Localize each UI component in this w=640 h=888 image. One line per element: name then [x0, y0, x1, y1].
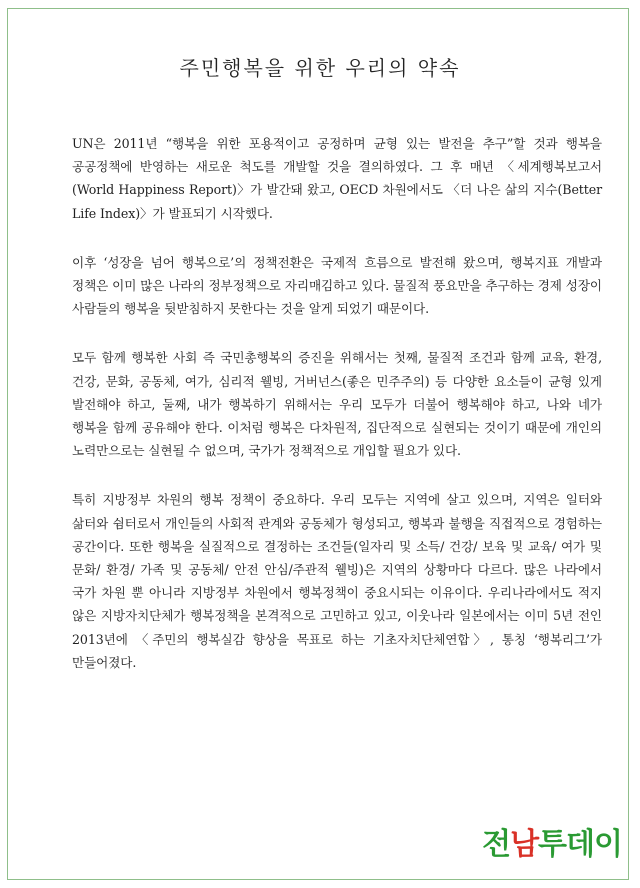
logo-part-1: 전	[482, 827, 511, 862]
paragraph-1: UN은 2011년 “행복을 위한 포용적이고 공정하며 균형 있는 발전을 추구”할 것과 행복을 공공정책에 반영하는 새로운 척도를 개발할 것을 결의하였다. 그 후 매년 〈세계행복보고서(World Happiness Report)〉가 발간돼 왔고, OECD 차원에서도 〈더 나은 삶의 지수(Better Life Index)〉가 발표되기 시작했다.	[72, 136, 602, 221]
document-title: 주민행복을 위한 우리의 약속	[179, 56, 461, 80]
logo-part-3: 투데이	[538, 827, 622, 862]
watermark-logo	[482, 827, 622, 862]
document-body	[72, 132, 602, 700]
paragraph-2: 이후 ‘성장을 넘어 행복으로’의 정책전환은 국제적 흐름으로 발전해 왔으며, 행복지표 개발과 정책은 이미 많은 나라의 정부정책으로 자리매김하고 있다. 물질적 풍요만을 추구하는 경제 성장이 사람들의 행복을 뒷받침하지 못한다는 것을 알게 되었기 때문이다.	[72, 254, 602, 317]
paragraph-3: 모두 함께 행복한 사회 즉 국민총행복의 증진을 위해서는 첫째, 물질적 조건과 함께 교육, 환경, 건강, 문화, 공동체, 여가, 심리적 웰빙, 거버넌스(좋은 민주주의) 등 다양한 요소들이 균형 있게 발전해야 하고, 둘째, 내가 행복하기 위해서는 우리 모두가 더불어 행복해야 하고, 나와 네가 행복을 함께 공유해야 한다. 이처럼 행복은 다차원적, 집단적으로 실현되는 것이기 때문에 개인의 노력만으로는 실현될 수 없으며, 국가가 정책적으로 개입할 필요가 있다.	[72, 350, 602, 459]
paragraph-4: 특히 지방정부 차원의 행복 정책이 중요하다. 우리 모두는 지역에 살고 있으며, 지역은 일터와 삶터와 쉼터로서 개인들의 사회적 관계와 공동체가 형성되고, 행복과 불행을 직접적으로 경험하는 공간이다. 또한 행복을 실질적으로 결정하는 조건들(일자리 및 소득/ 건강/ 보육 및 교육/ 여가 및 문화/ 환경/ 가족 및 공동체/ 안전 안심/주관적 웰빙)은 지역의 상황마다 다르다. 많은 나라에서 국가 차원 뿐 아니라 지방정부 차원에서 행복정책이 중요시되는 이유이다. 우리나라에서도 적지 않은 지방자치단체가 행복정책을 본격적으로 고민하고 있고, 이웃나라 일본에서는 이미 5년 전인 2013년에 〈주민의 행복실감 향상을 목표로 하는 기초자치단체연합〉, 통칭 ‘행복리그’가 만들어졌다.	[72, 492, 602, 670]
logo-part-2: 남	[510, 827, 539, 862]
